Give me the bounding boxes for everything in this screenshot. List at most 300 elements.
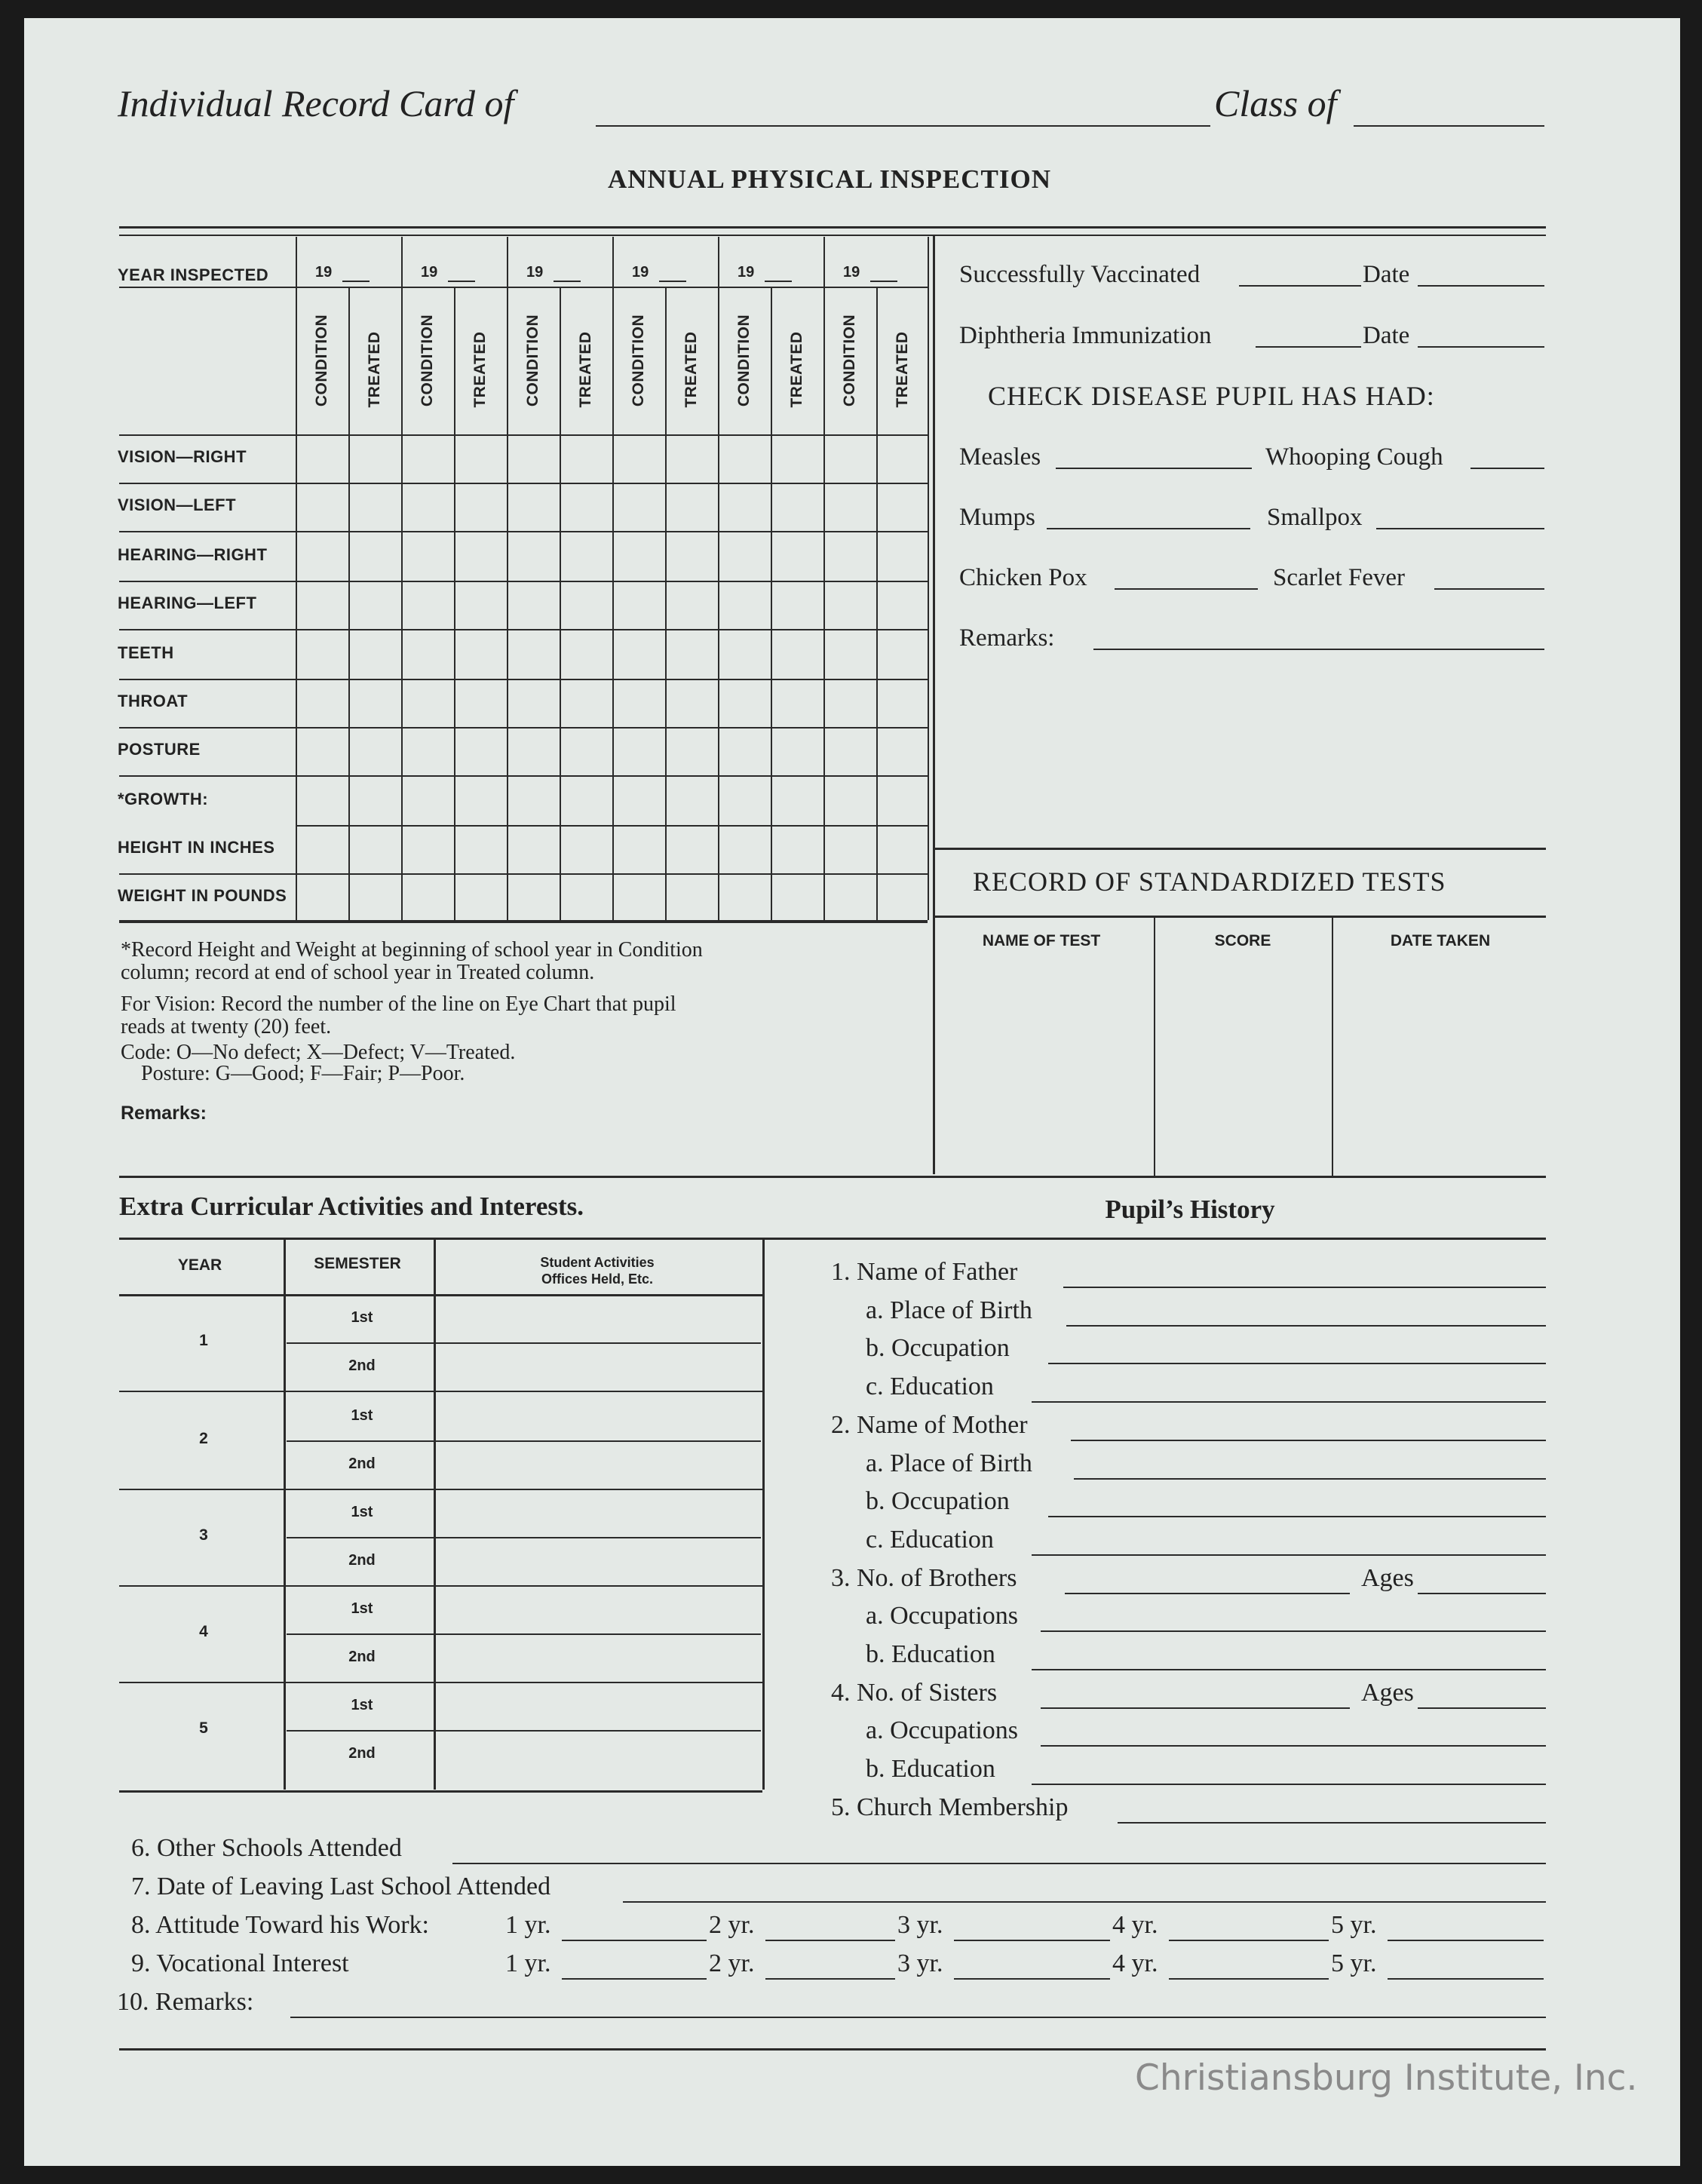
act-sem-rule-1 xyxy=(287,1342,761,1344)
history-item-1: 1. Name of Father xyxy=(831,1258,1018,1286)
inspection-cell[interactable] xyxy=(879,437,927,480)
chicken-pox-blank[interactable] xyxy=(1115,588,1258,590)
year-blank[interactable] xyxy=(1169,1978,1329,1980)
act-year-4: 4 xyxy=(199,1623,208,1640)
tests-header-rule xyxy=(933,916,1546,918)
act-sem-rule-4 xyxy=(287,1633,761,1635)
year-col-divider-5 xyxy=(718,237,719,920)
year-blank[interactable] xyxy=(1388,1978,1544,1980)
body-top-rule xyxy=(119,434,928,436)
activity-entry[interactable] xyxy=(438,1733,758,1775)
code-line: Code: O—No defect; X—Defect; V—Treated. xyxy=(121,1041,516,1064)
act-col-divider-2 xyxy=(434,1239,436,1790)
history-blank-12[interactable] xyxy=(1041,1707,1350,1709)
year-inspected-label: YEAR INSPECTED xyxy=(118,265,269,284)
row-label-10: WEIGHT IN POUNDS xyxy=(118,886,287,905)
inspection-cell[interactable] xyxy=(826,633,874,676)
inspection-cell[interactable] xyxy=(720,681,768,725)
act-sem1-1: 1st xyxy=(351,1309,373,1326)
act-right-border xyxy=(762,1239,765,1790)
year-blank-6[interactable] xyxy=(870,281,897,282)
row-label-1: VISION—RIGHT xyxy=(118,447,247,466)
condition-text: CONDITION xyxy=(630,314,647,407)
act-sem2-1: 2nd xyxy=(348,1357,376,1374)
history-item-15: 5. Church Membership xyxy=(831,1793,1069,1821)
inspection-cell[interactable] xyxy=(562,729,610,773)
inspection-cell[interactable] xyxy=(509,779,557,823)
year-blank[interactable] xyxy=(954,1978,1110,1980)
bottom-blank-7[interactable] xyxy=(623,1901,1546,1903)
tests-heading: RECORD OF STANDARDIZED TESTS xyxy=(973,867,1446,897)
inspection-cell[interactable] xyxy=(826,485,874,529)
history-blank-11[interactable] xyxy=(1032,1669,1546,1670)
inspection-cell[interactable] xyxy=(456,633,504,676)
inspection-cell[interactable] xyxy=(615,535,663,578)
history-item-4: c. Education xyxy=(866,1373,994,1401)
inspection-cell[interactable] xyxy=(562,485,610,529)
history-item-6: a. Place of Birth xyxy=(866,1449,1032,1477)
year-col-divider-6 xyxy=(823,237,825,920)
bottom-line-8: 8. Attitude Toward his Work: xyxy=(131,1911,430,1939)
treated-text: TREATED xyxy=(471,331,489,408)
year-col-divider-3 xyxy=(507,237,508,920)
whooping-blank[interactable] xyxy=(1470,468,1544,469)
row-label-3: HEARING—RIGHT xyxy=(118,545,268,564)
activity-entry[interactable] xyxy=(438,1297,758,1339)
row-label-9: HEIGHT IN INCHES xyxy=(118,838,275,857)
disease-remarks-blank[interactable] xyxy=(1093,649,1544,650)
inspection-cell[interactable] xyxy=(351,681,399,725)
inspection-cell[interactable] xyxy=(667,876,716,919)
inspection-cell[interactable] xyxy=(351,485,399,529)
inspection-cell[interactable] xyxy=(720,437,768,480)
inspection-cell[interactable] xyxy=(351,437,399,480)
act-block-rule-4 xyxy=(119,1682,762,1683)
year-blank[interactable] xyxy=(1388,1940,1544,1941)
activity-entry[interactable] xyxy=(438,1345,758,1388)
scarlet-fever-label: Scarlet Fever xyxy=(1273,564,1406,591)
inspection-cell[interactable] xyxy=(879,779,927,823)
card-title: Individual Record Card of xyxy=(118,82,514,124)
inspection-cell[interactable] xyxy=(667,827,716,871)
inspection-cell[interactable] xyxy=(562,779,610,823)
inspection-cell[interactable] xyxy=(773,779,821,823)
measles-blank[interactable] xyxy=(1056,468,1252,469)
inspection-cell[interactable] xyxy=(773,827,821,871)
inspection-cell[interactable] xyxy=(773,485,821,529)
inspection-cell[interactable] xyxy=(562,437,610,480)
history-blank-14[interactable] xyxy=(1032,1784,1546,1785)
history-item-9: 3. No. of Brothers xyxy=(831,1563,1017,1592)
inspection-cell[interactable] xyxy=(403,876,452,919)
activities-col-activities-1: Student Activities xyxy=(540,1255,655,1270)
year-label-6: 19 xyxy=(843,264,860,281)
note-line-2: column; record at end of school year in Treated column. xyxy=(121,961,595,984)
row-rule-6 xyxy=(119,727,928,729)
ages-blank[interactable] xyxy=(1418,1593,1546,1594)
smallpox-blank[interactable] xyxy=(1376,528,1544,529)
inspection-cell[interactable] xyxy=(667,729,716,773)
tests-col-date: DATE TAKEN xyxy=(1390,932,1491,949)
act-col-divider-1 xyxy=(284,1239,286,1790)
activity-entry[interactable] xyxy=(438,1685,758,1727)
inspection-cell[interactable] xyxy=(456,485,504,529)
act-year-2: 2 xyxy=(199,1430,208,1447)
inspection-cell[interactable] xyxy=(720,633,768,676)
inspection-cell[interactable] xyxy=(615,633,663,676)
activities-col-activities-2: Offices Held, Etc. xyxy=(541,1271,654,1287)
ages-label: Ages xyxy=(1361,1678,1414,1707)
year-header-rule xyxy=(119,287,928,288)
history-item-8: c. Education xyxy=(866,1525,994,1554)
inspection-cell[interactable] xyxy=(879,583,927,627)
inspection-cell[interactable] xyxy=(456,729,504,773)
act-sem1-2: 1st xyxy=(351,1407,373,1424)
inspection-cell[interactable] xyxy=(667,681,716,725)
inspection-cell[interactable] xyxy=(773,876,821,919)
inspection-cell[interactable] xyxy=(509,876,557,919)
history-blank-3[interactable] xyxy=(1048,1363,1546,1364)
inspection-cell[interactable] xyxy=(667,583,716,627)
history-item-10: a. Occupations xyxy=(866,1602,1019,1630)
year-col-divider-4 xyxy=(612,237,614,920)
inspection-cell[interactable] xyxy=(403,681,452,725)
inspection-cell[interactable] xyxy=(826,535,874,578)
inspection-cell[interactable] xyxy=(615,729,663,773)
row-rule-3 xyxy=(119,581,928,582)
diphtheria-label: Diphtheria Immunization xyxy=(959,322,1212,349)
inspection-cell[interactable] xyxy=(509,827,557,871)
mumps-label: Mumps xyxy=(959,504,1035,531)
class-blank[interactable] xyxy=(1354,125,1544,127)
inspection-cell[interactable] xyxy=(826,827,874,871)
tests-col-divider-2 xyxy=(1332,916,1333,1176)
history-heading: Pupil’s History xyxy=(1105,1195,1275,1224)
disease-remarks-label: Remarks: xyxy=(959,624,1055,652)
inspection-cell[interactable] xyxy=(615,485,663,529)
history-item-13: a. Occupations xyxy=(866,1716,1019,1745)
year-label-4: 4 yr. xyxy=(1112,1911,1158,1939)
act-year-5: 5 xyxy=(199,1719,208,1737)
inspection-cell[interactable] xyxy=(403,437,452,480)
inspection-cell[interactable] xyxy=(351,827,399,871)
inspection-cell[interactable] xyxy=(773,583,821,627)
year-blank-4[interactable] xyxy=(659,281,686,282)
inspection-cell[interactable] xyxy=(456,779,504,823)
inspection-cell[interactable] xyxy=(509,681,557,725)
inspection-cell[interactable] xyxy=(615,827,663,871)
act-year-3: 3 xyxy=(199,1526,208,1544)
measles-label: Measles xyxy=(959,443,1041,471)
inspection-cell[interactable] xyxy=(298,729,346,773)
act-sem1-5: 1st xyxy=(351,1697,373,1713)
inspection-cell[interactable] xyxy=(720,779,768,823)
history-blank-10[interactable] xyxy=(1041,1630,1546,1632)
inspection-cell[interactable] xyxy=(879,827,927,871)
inspection-cell[interactable] xyxy=(720,876,768,919)
row-label-2: VISION—LEFT xyxy=(118,495,237,514)
activities-col-year: YEAR xyxy=(177,1256,222,1274)
inspection-cell[interactable] xyxy=(351,633,399,676)
condition-text: CONDITION xyxy=(735,314,753,407)
posture-code-line: Posture: G—Good; F—Fair; P—Poor. xyxy=(141,1062,465,1085)
bottom-line-6: 6. Other Schools Attended xyxy=(131,1834,402,1862)
inspection-cell[interactable] xyxy=(298,681,346,725)
inspection-cell[interactable] xyxy=(879,729,927,773)
year-label-3: 3 yr. xyxy=(897,1911,943,1939)
inspection-cell[interactable] xyxy=(562,876,610,919)
year-label-5: 19 xyxy=(738,264,755,281)
inspection-cell[interactable] xyxy=(879,876,927,919)
inspection-cell[interactable] xyxy=(509,583,557,627)
inspection-cell[interactable] xyxy=(403,485,452,529)
inspection-cell[interactable] xyxy=(667,535,716,578)
tests-col-divider-1 xyxy=(1154,916,1155,1176)
act-block-rule-1 xyxy=(119,1391,762,1392)
history-item-7: b. Occupation xyxy=(866,1487,1010,1516)
inspection-cell[interactable] xyxy=(562,535,610,578)
inspection-cell[interactable] xyxy=(456,535,504,578)
inspection-cell[interactable] xyxy=(879,633,927,676)
history-blank-13[interactable] xyxy=(1041,1745,1546,1747)
inspection-cell[interactable] xyxy=(826,437,874,480)
row-rule-1 xyxy=(119,483,928,484)
inspection-cell[interactable] xyxy=(826,583,874,627)
inspection-cell[interactable] xyxy=(403,729,452,773)
inspection-cell[interactable] xyxy=(562,583,610,627)
inspection-cell[interactable] xyxy=(720,485,768,529)
top-rule xyxy=(119,226,1546,229)
year-blank[interactable] xyxy=(562,1940,707,1941)
inspection-cell[interactable] xyxy=(509,633,557,676)
vaccinated-blank[interactable] xyxy=(1239,285,1361,287)
condition-text: CONDITION xyxy=(313,314,330,407)
act-sem-rule-2 xyxy=(287,1440,761,1442)
inspection-cell[interactable] xyxy=(720,729,768,773)
bottom-blank-10[interactable] xyxy=(290,2017,1546,2018)
year-blank[interactable] xyxy=(1169,1940,1329,1941)
class-label: Class of xyxy=(1214,82,1337,124)
inspection-cell[interactable] xyxy=(615,437,663,480)
activity-entry[interactable] xyxy=(438,1540,758,1582)
inspection-cell[interactable] xyxy=(456,876,504,919)
inspection-cell[interactable] xyxy=(562,681,610,725)
history-blank-15[interactable] xyxy=(1118,1822,1546,1824)
inspection-cell[interactable] xyxy=(351,729,399,773)
activity-entry[interactable] xyxy=(438,1588,758,1630)
inspection-cell[interactable] xyxy=(351,779,399,823)
diphtheria-date-blank[interactable] xyxy=(1418,346,1544,348)
watermark: Christiansburg Institute, Inc. xyxy=(1135,2057,1638,2099)
inspection-cell[interactable] xyxy=(826,779,874,823)
inspection-cell[interactable] xyxy=(403,827,452,871)
inspection-cell[interactable] xyxy=(298,827,346,871)
history-blank-5[interactable] xyxy=(1071,1440,1546,1441)
activity-entry[interactable] xyxy=(438,1395,758,1437)
inspection-cell[interactable] xyxy=(773,681,821,725)
activities-top-rule xyxy=(119,1238,1546,1240)
inspection-cell[interactable] xyxy=(403,779,452,823)
inspection-cell[interactable] xyxy=(403,583,452,627)
inspection-cell[interactable] xyxy=(562,633,610,676)
inspection-cell[interactable] xyxy=(456,681,504,725)
inspection-cell[interactable] xyxy=(298,437,346,480)
year-blank-1[interactable] xyxy=(342,281,370,282)
act-bottom-rule xyxy=(119,1790,762,1793)
act-sem1-4: 1st xyxy=(351,1600,373,1617)
ages-blank[interactable] xyxy=(1418,1707,1546,1709)
year-label-4: 19 xyxy=(632,264,649,281)
act-block-rule-2 xyxy=(119,1489,762,1490)
inspection-cell[interactable] xyxy=(773,729,821,773)
activities-col-semester: SEMESTER xyxy=(314,1255,401,1272)
row-rule-5 xyxy=(119,679,928,680)
year-blank[interactable] xyxy=(954,1940,1110,1941)
year-label-1: 19 xyxy=(315,264,333,281)
row-rule-2 xyxy=(119,531,928,532)
year-blank-3[interactable] xyxy=(554,281,581,282)
tests-col-name: NAME OF TEST xyxy=(982,932,1101,949)
scarlet-fever-blank[interactable] xyxy=(1434,588,1544,590)
year-label-2: 2 yr. xyxy=(709,1949,755,1977)
inspection-cell[interactable] xyxy=(615,681,663,725)
inspection-cell[interactable] xyxy=(773,535,821,578)
inspection-cell[interactable] xyxy=(720,583,768,627)
history-blank-4[interactable] xyxy=(1032,1401,1546,1403)
notes-remarks: Remarks: xyxy=(121,1103,207,1124)
inspection-cell[interactable] xyxy=(456,827,504,871)
inspection-cell[interactable] xyxy=(879,485,927,529)
name-blank[interactable] xyxy=(596,125,1210,127)
year-blank[interactable] xyxy=(562,1978,707,1980)
bottom-blank-6[interactable] xyxy=(452,1863,1546,1864)
activity-entry[interactable] xyxy=(438,1492,758,1534)
inspection-cell[interactable] xyxy=(826,729,874,773)
bottom-line-9: 9. Vocational Interest xyxy=(131,1949,349,1977)
inspection-cell[interactable] xyxy=(720,827,768,871)
middle-rule xyxy=(119,1176,1546,1178)
inspection-cell[interactable] xyxy=(403,535,452,578)
inspection-cell[interactable] xyxy=(720,535,768,578)
ages-label: Ages xyxy=(1361,1563,1414,1592)
inspection-cell[interactable] xyxy=(298,876,346,919)
year-label-3: 19 xyxy=(526,264,544,281)
inspection-cell[interactable] xyxy=(667,633,716,676)
history-item-12: 4. No. of Sisters xyxy=(831,1678,998,1707)
history-item-2: a. Place of Birth xyxy=(866,1296,1032,1324)
activities-heading: Extra Curricular Activities and Interests. xyxy=(119,1192,584,1221)
inspection-cell[interactable] xyxy=(615,583,663,627)
history-blank-8[interactable] xyxy=(1032,1554,1546,1556)
activity-entry[interactable] xyxy=(438,1636,758,1679)
year-label-5: 5 yr. xyxy=(1331,1949,1377,1977)
vaccinated-date-blank[interactable] xyxy=(1418,285,1544,287)
row-label-4: HEARING—LEFT xyxy=(118,594,257,612)
history-blank-7[interactable] xyxy=(1048,1516,1546,1517)
inspection-cell[interactable] xyxy=(826,681,874,725)
inspection-cell[interactable] xyxy=(667,779,716,823)
inspection-cell[interactable] xyxy=(879,535,927,578)
check-disease-heading: CHECK DISEASE PUPIL HAS HAD: xyxy=(988,381,1435,411)
condition-text: CONDITION xyxy=(841,314,858,407)
inspection-cell[interactable] xyxy=(615,876,663,919)
note-line-1: *Record Height and Weight at beginning of school year in Condition xyxy=(121,938,703,962)
diphtheria-blank[interactable] xyxy=(1256,346,1361,348)
inspection-cell[interactable] xyxy=(298,485,346,529)
year-col-divider-1 xyxy=(296,237,297,920)
act-sem2-2: 2nd xyxy=(348,1455,376,1472)
year-blank-2[interactable] xyxy=(448,281,475,282)
chicken-pox-label: Chicken Pox xyxy=(959,564,1087,591)
inspection-cell[interactable] xyxy=(509,729,557,773)
inspection-cell[interactable] xyxy=(667,485,716,529)
history-blank-1[interactable] xyxy=(1063,1287,1546,1288)
bottom-line-10: 10. Remarks: xyxy=(117,1988,254,2016)
history-item-11: b. Education xyxy=(866,1640,995,1668)
inspection-cell[interactable] xyxy=(773,437,821,480)
inspection-cell[interactable] xyxy=(562,827,610,871)
history-item-14: b. Education xyxy=(866,1755,995,1784)
year-blank[interactable] xyxy=(765,1940,895,1941)
inspection-cell[interactable] xyxy=(667,437,716,480)
row-rule-9 xyxy=(119,873,928,875)
history-blank-9[interactable] xyxy=(1065,1593,1350,1594)
condition-text: CONDITION xyxy=(524,314,541,407)
year-blank[interactable] xyxy=(765,1978,895,1980)
mumps-blank[interactable] xyxy=(1047,528,1250,529)
inspection-cell[interactable] xyxy=(298,779,346,823)
inspection-cell[interactable] xyxy=(509,437,557,480)
row-label-6: THROAT xyxy=(118,692,189,710)
diphtheria-date-label: Date xyxy=(1363,322,1410,349)
inspection-cell[interactable] xyxy=(826,876,874,919)
inspection-cell[interactable] xyxy=(403,633,452,676)
year-label-1: 1 yr. xyxy=(505,1911,551,1939)
inspection-cell[interactable] xyxy=(615,779,663,823)
inspection-cell[interactable] xyxy=(773,633,821,676)
row-label-7: POSTURE xyxy=(118,740,201,759)
inspection-cell[interactable] xyxy=(351,583,399,627)
inspection-cell[interactable] xyxy=(298,633,346,676)
act-sem2-4: 2nd xyxy=(348,1649,376,1665)
treated-text: TREATED xyxy=(894,331,911,408)
year-blank-5[interactable] xyxy=(765,281,792,282)
inspection-cell[interactable] xyxy=(509,535,557,578)
inspection-cell[interactable] xyxy=(879,681,927,725)
growth-row-rule xyxy=(296,825,928,827)
inspection-cell[interactable] xyxy=(509,485,557,529)
treated-text: TREATED xyxy=(366,331,383,408)
history-blank-2[interactable] xyxy=(1066,1325,1546,1327)
act-sem2-3: 2nd xyxy=(348,1552,376,1569)
history-item-3: b. Occupation xyxy=(866,1334,1010,1363)
inspection-cell[interactable] xyxy=(298,535,346,578)
whooping-label: Whooping Cough xyxy=(1265,443,1443,471)
inspection-cell[interactable] xyxy=(351,876,399,919)
row-label-5: TEETH xyxy=(118,643,174,662)
inspection-cell[interactable] xyxy=(456,583,504,627)
vaccinated-label: Successfully Vaccinated xyxy=(959,261,1201,288)
act-sem1-3: 1st xyxy=(351,1504,373,1520)
condition-text: CONDITION xyxy=(419,314,436,407)
activity-entry[interactable] xyxy=(438,1443,758,1486)
inspection-cell[interactable] xyxy=(456,437,504,480)
history-blank-6[interactable] xyxy=(1074,1478,1546,1480)
year-label-1: 1 yr. xyxy=(505,1949,551,1977)
inspection-cell[interactable] xyxy=(351,535,399,578)
bottom-rule xyxy=(119,2048,1546,2051)
inspection-cell[interactable] xyxy=(298,583,346,627)
